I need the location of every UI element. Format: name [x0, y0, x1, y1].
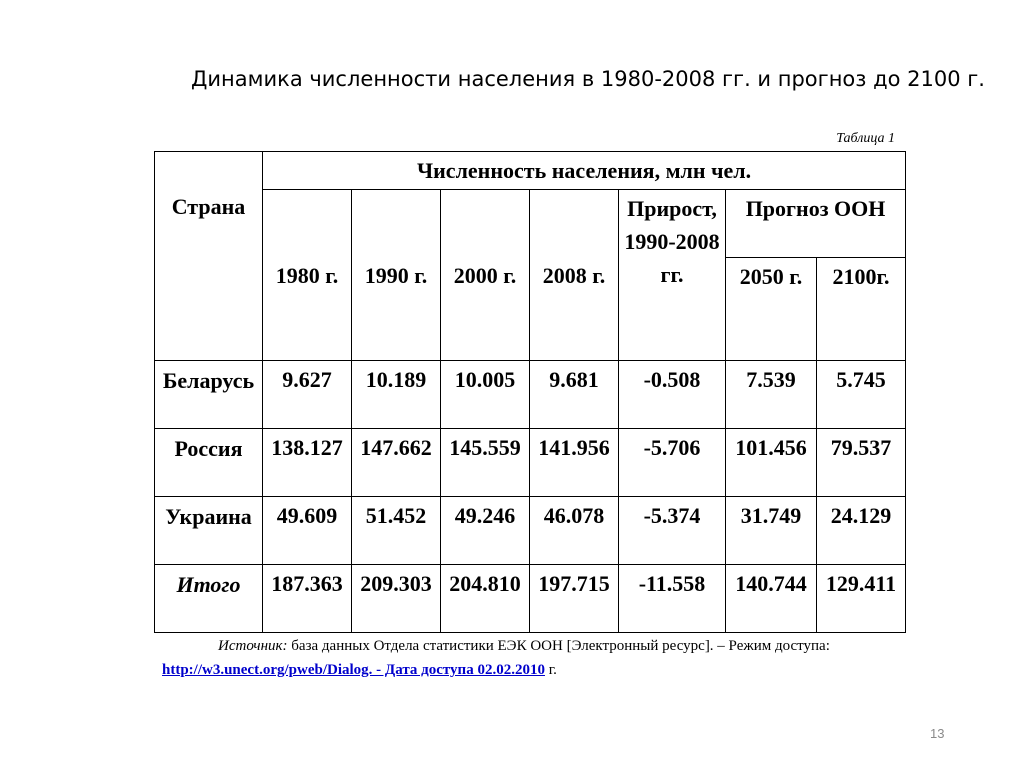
source-suffix: г. — [548, 662, 557, 678]
growth-header: Прирост, 1990-2008 гг. — [619, 190, 726, 361]
value-cell: 10.189 — [352, 361, 441, 429]
source-label: Источник: — [218, 638, 288, 654]
table-label: Таблица 1 — [836, 131, 895, 146]
population-table — [154, 151, 906, 633]
forecast-year-2100: 2100г. — [817, 258, 906, 361]
value-cell: 24.129 — [817, 497, 906, 565]
value-cell: 10.005 — [441, 361, 530, 429]
value-cell: 129.411 — [817, 565, 906, 633]
table-row — [155, 429, 906, 497]
source-link[interactable]: http://w3.unect.org/pweb/Dialog. - Дата доступа 02.02.2010 — [162, 662, 545, 678]
value-cell: -11.558 — [619, 565, 726, 633]
country-name: Беларусь — [155, 361, 263, 429]
slide-title: Динамика численности населения в 1980-2008 гг. и прогноз до 2100 г. — [191, 67, 985, 91]
value-cell: 9.681 — [530, 361, 619, 429]
value-cell: 51.452 — [352, 497, 441, 565]
value-cell: 140.744 — [726, 565, 817, 633]
year-header-2008: 2008 г. — [530, 190, 619, 361]
value-cell: 5.745 — [817, 361, 906, 429]
value-cell: 31.749 — [726, 497, 817, 565]
value-cell: 79.537 — [817, 429, 906, 497]
year-header-1980: 1980 г. — [263, 190, 352, 361]
year-header-1990: 1990 г. — [352, 190, 441, 361]
value-cell: 138.127 — [263, 429, 352, 497]
value-cell: 49.246 — [441, 497, 530, 565]
forecast-header: Прогноз ООН — [726, 190, 906, 258]
country-name: Россия — [155, 429, 263, 497]
country-header: Страна — [155, 152, 263, 361]
value-cell: -5.706 — [619, 429, 726, 497]
value-cell: 147.662 — [352, 429, 441, 497]
table-row-total — [155, 565, 906, 633]
year-header-2000: 2000 г. — [441, 190, 530, 361]
value-cell: 49.609 — [263, 497, 352, 565]
country-name: Итого — [155, 565, 263, 633]
value-cell: 46.078 — [530, 497, 619, 565]
source-text: база данных Отдела статистики ЕЭК ООН [Электронный ресурс]. – Режим доступа: — [291, 638, 830, 654]
value-cell: 187.363 — [263, 565, 352, 633]
table-row — [155, 361, 906, 429]
table-row — [155, 497, 906, 565]
forecast-year-2050: 2050 г. — [726, 258, 817, 361]
value-cell: 7.539 — [726, 361, 817, 429]
value-cell: -0.508 — [619, 361, 726, 429]
page-number: 13 — [930, 726, 945, 741]
source-note — [162, 634, 902, 682]
value-cell: 141.956 — [530, 429, 619, 497]
value-cell: 101.456 — [726, 429, 817, 497]
country-name: Украина — [155, 497, 263, 565]
value-cell: 9.627 — [263, 361, 352, 429]
value-cell: -5.374 — [619, 497, 726, 565]
value-cell: 209.303 — [352, 565, 441, 633]
value-cell: 204.810 — [441, 565, 530, 633]
value-cell: 197.715 — [530, 565, 619, 633]
group-header: Численность населения, млн чел. — [263, 152, 906, 190]
value-cell: 145.559 — [441, 429, 530, 497]
